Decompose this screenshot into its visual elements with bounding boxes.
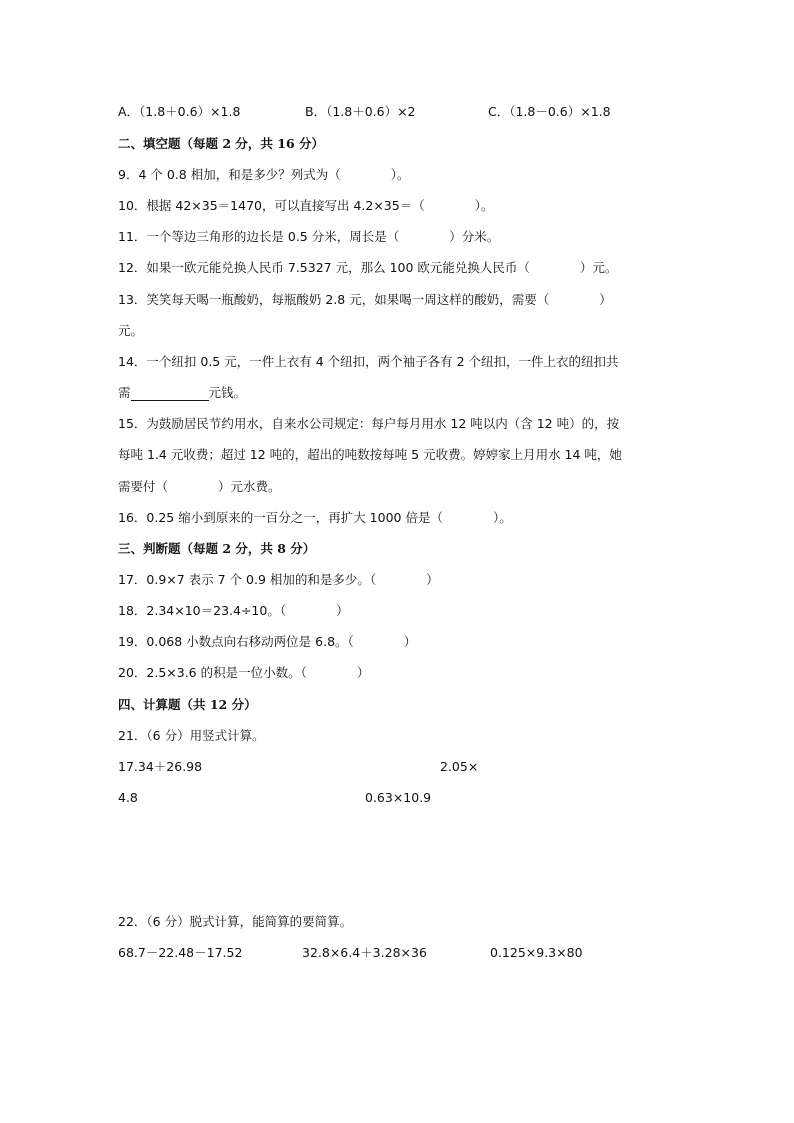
question-14-line-2: [118, 385, 246, 401]
question-14-line-1: 14．一个纽扣 0.5 元，一件上衣有 4 个纽扣，两个袖子各有 2 个纽扣，一件上衣的纽扣共: [118, 354, 619, 369]
question-20: 20．2.5×3.6 的积是一位小数。（ ）: [118, 665, 370, 680]
question-13-line-2: 元。: [118, 323, 144, 338]
question-15-line-3: 需要付（ ）元水费。: [118, 479, 281, 494]
calc-22-a: 68.7－22.48－17.52: [118, 945, 243, 960]
calc-21-a: 17.34＋26.98: [118, 759, 203, 774]
section-3-header: 三、判断题（每题 2 分，共 8 分）: [118, 541, 316, 556]
question-15-line-2: 每吨 1.4 元收费；超过 12 吨的，超出的吨数按每吨 5 元收费。婷婷家上月用水 14 吨，她: [118, 447, 622, 462]
question-16: 16．0.25 缩小到原来的一百分之一，再扩大 1000 倍是（ ）。: [118, 510, 512, 525]
question-19: 19．0.068 小数点向右移动两位是 6.8。（ ）: [118, 634, 417, 649]
question-14-pre: 需: [118, 385, 131, 400]
question-14-post: 元钱。: [208, 385, 247, 400]
question-12: 12．如果一欧元能兑换人民币 7.5327 元，那么 100 欧元能兑换人民币（ ）元。: [118, 260, 618, 275]
question-18: 18．2.34×10＝23.4÷10。（ ）: [118, 603, 349, 618]
question-21: 21．（6 分）用竖式计算。: [118, 728, 265, 743]
option-a: A．（1.8＋0.6）×1.8: [118, 104, 241, 119]
option-c: C．（1.8－0.6）×1.8: [488, 104, 611, 119]
section-4-header: 四、计算题（共 12 分）: [118, 697, 257, 712]
option-b: B．（1.8＋0.6）×2: [305, 104, 416, 119]
calc-22-c: 0.125×9.3×80: [490, 945, 583, 960]
calc-21-d: 0.63×10.9: [365, 790, 432, 805]
calc-22-b: 32.8×6.4＋3.28×36: [302, 945, 427, 960]
question-9: 9．4 个 0.8 相加，和是多少？列式为（ ）。: [118, 167, 410, 182]
question-22: 22．（6 分）脱式计算，能简算的要简算。: [118, 914, 353, 929]
calc-21-c: 4.8: [118, 790, 138, 805]
calc-21-b: 2.05×: [440, 759, 479, 774]
answer-blank-line: [131, 388, 209, 401]
section-2-header: 二、填空题（每题 2 分，共 16 分）: [118, 136, 325, 151]
question-11: 11．一个等边三角形的边长是 0.5 分米，周长是（ ）分米。: [118, 229, 500, 244]
question-10: 10．根据 42×35＝1470，可以直接写出 4.2×35＝（ ）。: [118, 198, 494, 213]
question-15-line-1: 15．为鼓励居民节约用水，自来水公司规定：每户每月用水 12 吨以内（含 12 吨）的，按: [118, 416, 620, 431]
question-13-line-1: 13．笑笑每天喝一瓶酸奶，每瓶酸奶 2.8 元，如果喝一周这样的酸奶，需要（ ）: [118, 292, 612, 307]
question-17: 17．0.9×7 表示 7 个 0.9 相加的和是多少。（ ）: [118, 572, 439, 587]
